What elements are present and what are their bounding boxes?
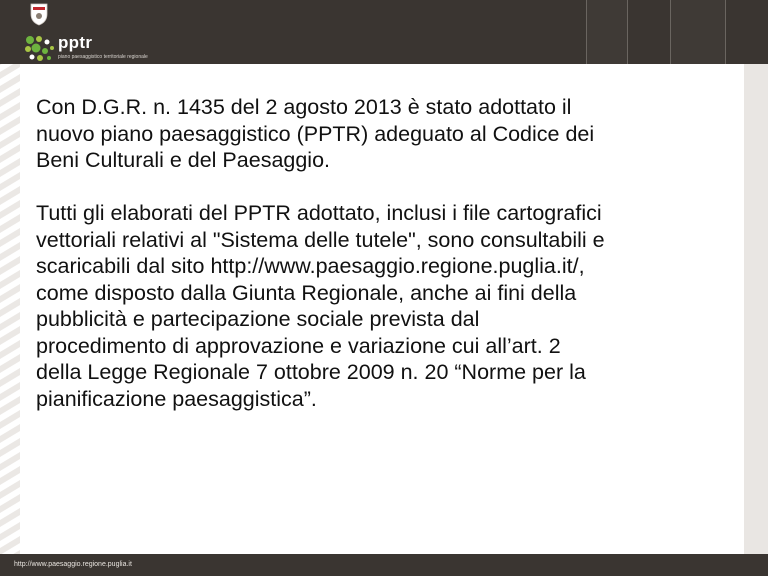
logo-wordmark: pptr <box>58 33 93 52</box>
header-bar <box>0 0 768 64</box>
paragraph-adoption: Con D.G.R. n. 1435 del 2 agosto 2013 è stato adottato il nuovo piano paesaggistico (PPTR) adeguato al Codice dei Beni Culturali e del Paesaggio. <box>36 95 595 172</box>
footer-bar <box>0 554 768 576</box>
pptr-dots-icon <box>22 34 56 62</box>
paragraph-documents: Tutti gli elaborati del PPTR adottato, inclusi i file cartografici vettoriali relativi al "Sistema delle tutele", sono consultabili e scaricabili dal sito http://www.paesaggio.regione.puglia.it/, come disposto dalla Giunta Regionale, anche ai fini della pubblicità e partecipazione sociale prevista dal procedimento di approvazione e variazione cui all’art. 2 della Legge Regionale 7 ottobre 2009 n. 20 “Norme per la pianificazione paesaggistica”. <box>36 201 605 411</box>
pptr-logo <box>18 2 158 62</box>
regione-puglia-emblem-icon <box>29 2 49 26</box>
header-panel <box>725 0 768 64</box>
right-side-strip <box>744 64 768 554</box>
decorative-stripes <box>0 64 20 554</box>
slide-body <box>36 94 736 412</box>
header-panel <box>670 0 725 64</box>
header-panel <box>586 0 627 64</box>
logo-subtitle: piano paesaggistico territoriale regionale <box>58 54 148 60</box>
footer-url[interactable]: http://www.paesaggio.regione.puglia.it <box>14 561 132 568</box>
header-panel <box>627 0 670 64</box>
